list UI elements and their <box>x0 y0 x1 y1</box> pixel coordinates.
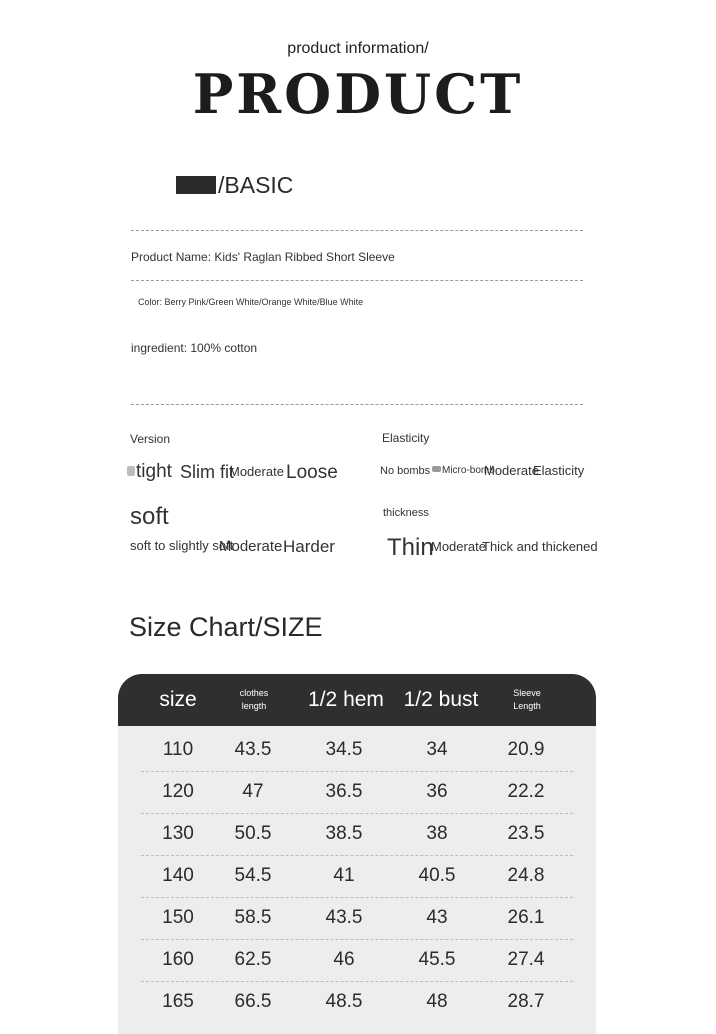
thickness-option-thin: Thin <box>387 534 434 561</box>
table-cell: 45.5 <box>418 949 456 970</box>
table-cell: 24.8 <box>507 865 545 886</box>
table-row <box>118 729 596 771</box>
elasticity-option-micro-bomb: Micro-bomb <box>432 465 495 476</box>
table-row <box>118 813 596 855</box>
table-cell: 40.5 <box>418 865 456 886</box>
column-header-sleeve-length: Sleeve Length <box>513 688 541 711</box>
table-cell: 130 <box>162 823 194 844</box>
page-title: PRODUCT <box>192 62 524 126</box>
size-chart-heading: Size Chart/SIZE <box>129 612 323 642</box>
table-cell: 28.7 <box>507 991 545 1012</box>
basic-heading <box>176 172 293 199</box>
selector-marker <box>432 466 441 472</box>
table-cell: 23.5 <box>507 823 545 844</box>
elasticity-label: Elasticity <box>382 431 430 445</box>
elasticity-option-no-bombs: No bombs <box>380 465 431 477</box>
thickness-option-moderate: Moderate <box>431 539 486 554</box>
table-cell: 43.5 <box>325 907 363 928</box>
color-line: Color: Berry Pink/Green White/Orange White/Blue White <box>138 297 364 307</box>
elasticity-option-elasticity: Elasticity <box>533 463 585 478</box>
table-cell: 110 <box>162 739 194 760</box>
thickness-option-thick: Thick and thickened <box>482 539 598 554</box>
table-cell: 36.5 <box>325 781 363 802</box>
table-cell: 43.5 <box>234 739 272 760</box>
column-header-half-bust: 1/2 bust <box>403 688 479 711</box>
table-cell: 38 <box>426 823 448 844</box>
divider <box>131 280 583 281</box>
table-cell: 150 <box>162 907 194 928</box>
table-cell: 58.5 <box>234 907 272 928</box>
softness-label: soft <box>130 503 169 530</box>
table-cell: 38.5 <box>325 823 363 844</box>
table-cell: 165 <box>162 991 194 1012</box>
table-cell: 48.5 <box>325 991 363 1012</box>
table-cell: 140 <box>162 865 194 886</box>
table-cell: 48 <box>426 991 448 1012</box>
column-header-clothes-length: clothes length <box>239 688 269 711</box>
size-table <box>118 674 596 1034</box>
table-row <box>118 981 596 1023</box>
table-row <box>118 939 596 981</box>
product-name: Product Name: Kids' Raglan Ribbed Short Sleeve <box>131 250 395 264</box>
table-row <box>118 897 596 939</box>
table-cell: 160 <box>162 949 194 970</box>
divider <box>131 230 583 231</box>
table-cell: 26.1 <box>507 907 545 928</box>
table-cell: 50.5 <box>234 823 272 844</box>
version-option-slim-fit: Slim fit <box>180 462 234 482</box>
thickness-label: thickness <box>383 507 429 519</box>
table-row <box>118 855 596 897</box>
softness-option-moderate: Moderate <box>219 538 283 555</box>
section-subtitle: product information/ <box>287 40 429 57</box>
table-cell: 46 <box>333 949 355 970</box>
table-cell: 66.5 <box>234 991 272 1012</box>
softness-option-soft: soft to slightly soft <box>130 538 234 553</box>
version-label: Version <box>130 432 171 446</box>
table-header <box>118 674 596 726</box>
version-option-loose: Loose <box>286 462 338 483</box>
softness-option-harder: Harder <box>283 537 335 556</box>
elasticity-option-moderate: Moderate <box>484 463 539 478</box>
version-option-moderate: Moderate <box>229 464 284 479</box>
table-cell: 62.5 <box>234 949 272 970</box>
table-cell: 22.2 <box>507 781 545 802</box>
redacted-glyphs <box>176 176 216 194</box>
table-row <box>118 771 596 813</box>
column-header-size: size <box>159 688 197 711</box>
column-header-half-hem: 1/2 hem <box>308 688 384 711</box>
table-cell: 54.5 <box>234 865 272 886</box>
ingredient-line: ingredient: 100% cotton <box>131 341 258 355</box>
version-option-tight: tight <box>127 461 172 483</box>
table-cell: 27.4 <box>507 949 545 970</box>
table-cell: 41 <box>333 865 355 886</box>
table-cell: 47 <box>242 781 264 802</box>
table-cell: 120 <box>162 781 194 802</box>
table-cell: 34.5 <box>325 739 363 760</box>
divider <box>131 404 583 405</box>
basic-heading-label: /BASIC <box>218 172 294 198</box>
table-cell: 34 <box>426 739 448 760</box>
selector-marker <box>127 466 135 476</box>
table-cell: 20.9 <box>507 739 545 760</box>
table-cell: 43 <box>426 907 448 928</box>
table-cell: 36 <box>426 781 448 802</box>
